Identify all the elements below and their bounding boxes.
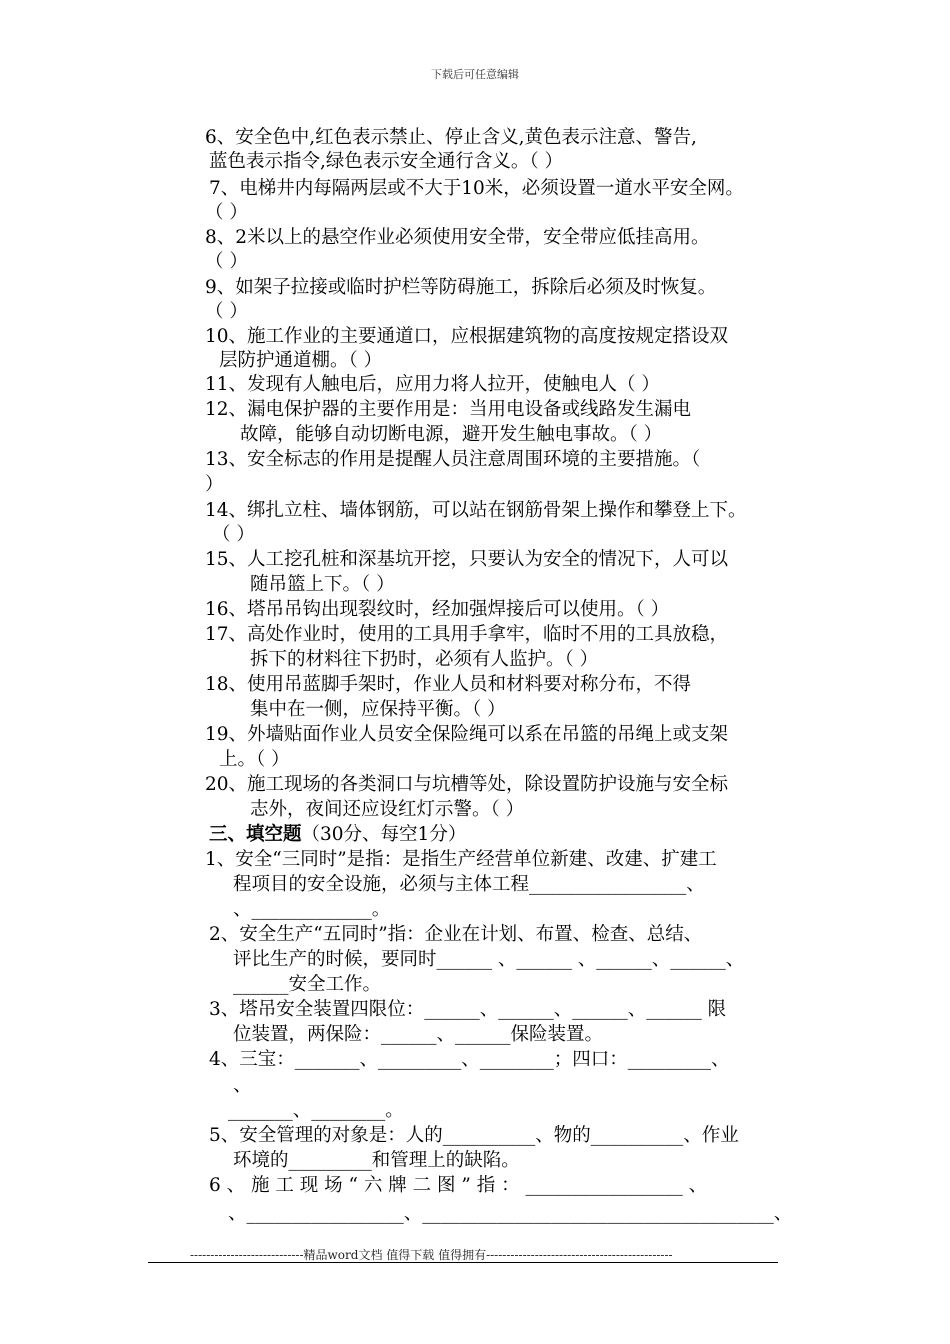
text-line: 评比生产的时候，要同时______ 、______ 、______、______、 (233, 949, 745, 970)
section-title: 三、填空题 (209, 824, 302, 845)
text-line: 11、发现有人触电后，应用力将人拉开，使触电人（ ） (205, 374, 660, 395)
text-line: 6 、 施 工 现 场 “ 六 牌 二 图 ” 指 ： _________________ 、 (209, 1175, 708, 1196)
footer-rule (148, 1262, 778, 1263)
text-line: （ ） (205, 251, 248, 272)
text-line: 12、漏电保护器的主要作用是：当用电设备或线路发生漏电 (205, 399, 692, 420)
text-line: （ ） (212, 524, 255, 545)
text-line: 环境的_________和管理上的缺陷。 (233, 1150, 520, 1171)
text-line: 、_____________。 (233, 899, 391, 920)
text-line: 层防护通道棚。（ ） (219, 350, 383, 371)
text-line: 13、安全标志的作用是提醒人员注意周围环境的主要措施。（ (205, 449, 701, 470)
text-line: 、_________________、______________________________________、 (228, 1203, 793, 1224)
text-line: 8、2米以上的悬空作业必须使用安全带，安全带应低挂高用。 (205, 227, 710, 248)
text-line: 5、安全管理的对象是：人的__________、物的__________、作业 (209, 1125, 739, 1146)
text-line: 志外，夜间还应设红灯示警。（ ） (250, 799, 525, 820)
text-line: 程项目的安全设施，必须与主体工程_________________、 (233, 874, 705, 895)
text-line: 14、绑扎立柱、墙体钢筋，可以站在钢筋骨架上操作和攀登上下。 (205, 500, 747, 521)
text-line: （ ） (205, 202, 248, 223)
text-line: 拆下的材料往下扔时，必须有人监护。（ ） (250, 649, 599, 670)
text-line: 9、如架子拉接或临时护栏等防碍施工，拆除后必须及时恢复。 (205, 277, 717, 298)
text-line: 集中在一侧，应保持平衡。（ ） (250, 699, 506, 720)
section-note: （30分、每空1分） (301, 824, 467, 845)
text-line: 上。（ ） (219, 749, 290, 770)
page-footer: ----------------------------精品word文档 值得下载 值得拥有---------------------------------------------- (190, 1248, 673, 1262)
text-line: 3、塔吊安全装置四限位：______、______、______、______ 限 (209, 999, 727, 1020)
text-line: 19、外墙贴面作业人员安全保险绳可以系在吊篮的吊绳上或支架 (205, 724, 729, 745)
text-line: 16、塔吊吊钩出现裂纹时，经加强焊接后可以使用。（ ） (205, 599, 670, 620)
text-line: 15、人工挖孔桩和深基坑开挖，只要认为安全的情况下，人可以 (205, 549, 729, 570)
page-header: 下载后可任意编辑 (431, 68, 519, 81)
text-line: 随吊篮上下。（ ） (250, 574, 395, 595)
text-line: 18、使用吊蓝脚手架时，作业人员和材料要对称分布，不得 (205, 674, 692, 695)
text-line: （ ） (205, 301, 248, 322)
text-line: 2、安全生产“五同时”指：企业在计划、布置、检查、总结、 (209, 924, 703, 945)
text-line: 1、安全“三同时”是指：是指生产经营单位新建、改建、扩建工 (205, 849, 717, 870)
section-heading (209, 823, 466, 847)
text-line: 20、施工现场的各类洞口与坑槽等处，除设置防护设施与安全标 (205, 774, 729, 795)
text-line: ______安全工作。 (233, 974, 382, 995)
text-line: 、 (233, 1075, 252, 1096)
text-line: ） (205, 474, 224, 495)
text-line: 10、施工作业的主要通道口，应根据建筑物的高度按规定搭设双 (205, 326, 729, 347)
text-line: 6、安全色中,红色表示禁止、停止含义,黄色表示注意、警告, (205, 127, 697, 148)
text-line: _______、________。 (228, 1100, 404, 1121)
text-line: 7、电梯井内每隔两层或不大于10米，必须设置一道水平安全网。 (209, 178, 744, 199)
text-line: 位装置，两保险：______、______保险装置。 (233, 1024, 604, 1045)
text-line: 蓝色表示指令,绿色表示安全通行含义。（ ） (209, 151, 564, 172)
text-line: 17、高处作业时，使用的工具用手拿牢，临时不用的工具放稳， (205, 624, 729, 645)
text-line: 4、三宝：_______、_________、________；四口：_________、 (209, 1049, 730, 1070)
text-line: 故障，能够自动切断电源，避开发生触电事故。（ ） (240, 424, 663, 445)
